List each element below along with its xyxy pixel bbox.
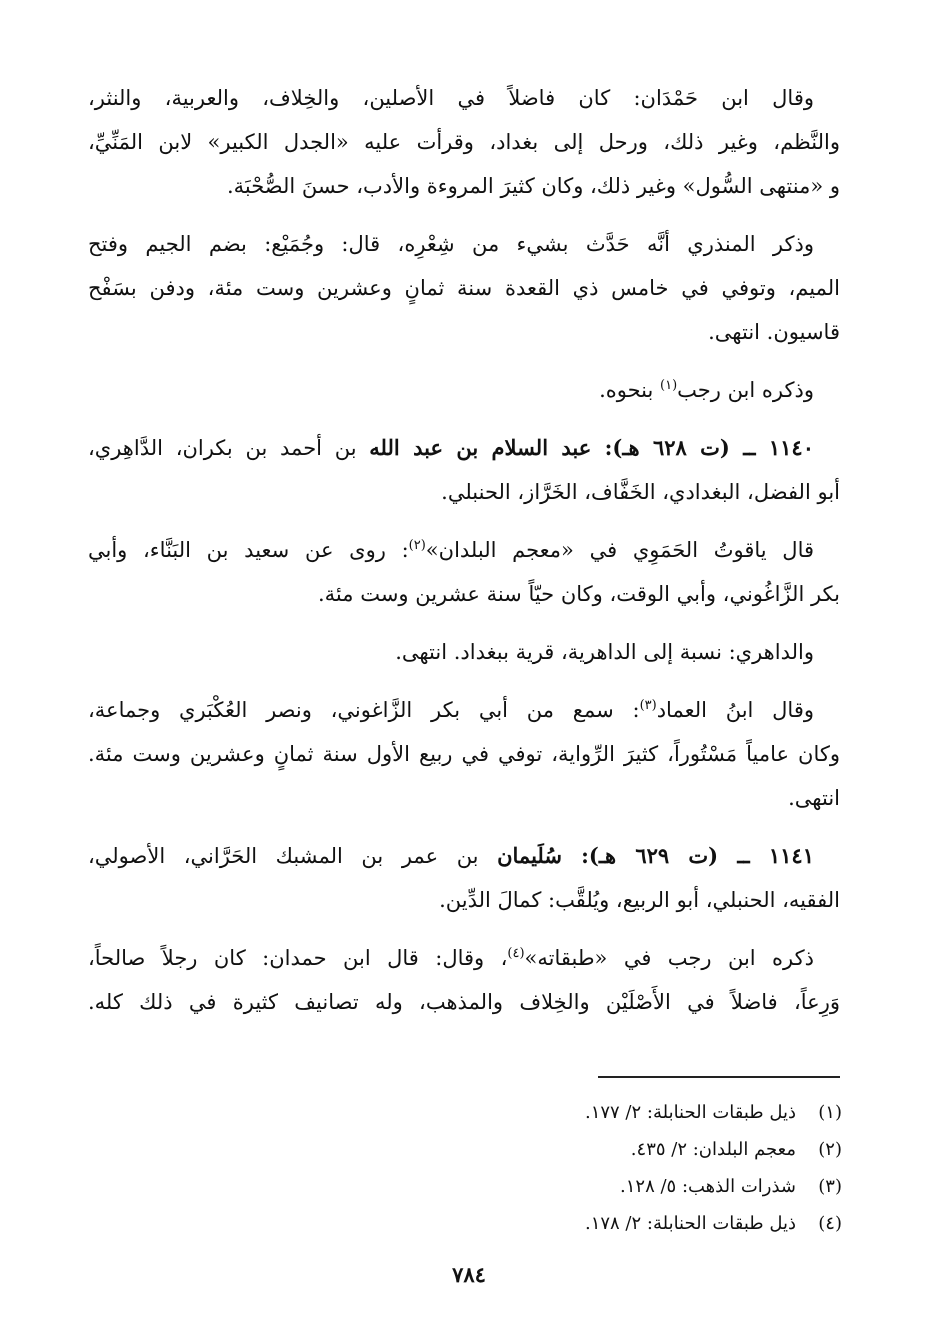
- text-line: الفقيه، الحنبلي، أبو الربيع، ويُلقَّب: كمالَ الدِّين.: [439, 888, 840, 912]
- text-line: والنَّظم، وغير ذلك، ورحل إلى بغداد، وقرأت عليه «الجدل الكبير» لابن المَنِّيِّ،: [88, 130, 840, 154]
- footnote-item: [442, 1168, 842, 1205]
- paragraph-mundhiri: [88, 222, 840, 354]
- footnote-item: [442, 1205, 842, 1242]
- footnote-ref: (٣): [639, 698, 657, 713]
- text-segment: بن عمر بن المشبك الحَرَّاني، الأصولي،: [88, 844, 498, 868]
- footnote-number: (٣): [818, 1176, 842, 1197]
- footnote-number: (١): [818, 1102, 842, 1123]
- text-line: وذكر المنذري أنَّه حَدَّث بشيء من شِعْرِه، قال: وجُمَيْع: بضم الجيم وفتح: [88, 232, 814, 256]
- text-segment: : روى عن سعيد بن البَنَّاء، وأبي: [88, 538, 409, 562]
- paragraph-dahiri: [88, 630, 840, 674]
- text-segment: بن أحمد بن بكران، الدَّاهِري،: [88, 436, 370, 460]
- entry-heading: ١١٤١ ــ (ت ٦٢٩ هـ): سُلَيمان: [497, 843, 814, 868]
- text-segment: ، وقال: قال ابن حمدان: كان رجلاً صالحاً،: [88, 946, 508, 970]
- paragraph-yaqut: [88, 528, 840, 616]
- text-line: [88, 936, 814, 980]
- footnote-number: (٤): [818, 1213, 842, 1234]
- text-line: انتهى.: [788, 786, 840, 810]
- text-segment: قال ياقوتُ الحَمَوِي في «معجم البلدان»: [425, 538, 815, 562]
- entry-heading: ١١٤٠ ــ (ت ٦٢٨ هـ): عبد السلام بن عبد الله: [369, 435, 814, 460]
- text-line: [88, 528, 814, 572]
- footnote-ref: (٤): [507, 946, 525, 961]
- text-line: والداهري: نسبة إلى الداهرية، قرية ببغداد. انتهى.: [395, 640, 814, 664]
- text-line: [88, 368, 814, 412]
- text-line: و «منتهى السُّول» وغير ذلك، وكان كثيرَ المروءة والأدب، حسنَ الصُّحْبَة.: [226, 174, 840, 198]
- paragraph-ibn-al-imad: [88, 688, 840, 820]
- text-line: وكان عامياً مَسْتُوراً، كثيرَ الرِّواية، توفي في ربيع الأول سنة ثمانٍ وعشرين وست مئة.: [88, 742, 840, 766]
- main-text: [88, 76, 840, 1038]
- footnote-text: شذرات الذهب: ٥/ ١٢٨.: [620, 1176, 796, 1197]
- page-number: ٧٨٤: [452, 1262, 486, 1287]
- text-segment: وقال ابنُ العماد: [656, 698, 815, 722]
- paragraph-ibn-hamdan: [88, 76, 840, 208]
- text-line: قاسيون. انتهى.: [708, 320, 840, 344]
- text-line: الميم، وتوفي في خامس ذي القعدة سنة ثمانٍ وعشرين وست مئة، ودفن بسَفْح: [88, 276, 840, 300]
- text-line: بكر الزَّاغُوني، وأبي الوقت، وكان حيّاً سنة عشرين وست مئة.: [318, 582, 840, 606]
- entry-1140: [88, 426, 840, 514]
- text-segment: بنحوه.: [599, 378, 661, 402]
- footnote-ref: (١): [660, 378, 678, 393]
- footnote-item: [442, 1131, 842, 1168]
- text-segment: : سمع من أبي بكر الزَّاغوني، ونصر العُكْبَري وجماعة،: [88, 698, 640, 722]
- text-line: [88, 426, 814, 470]
- text-line: أبو الفضل، البغدادي، الخَفَّاف، الخَرَّاز، الحنبلي.: [441, 480, 840, 504]
- footnote-item: [442, 1094, 842, 1131]
- text-line: وقال ابن حَمْدَان: كان فاضلاً في الأصلين، والخِلاف، والعربية، والنثر،: [88, 86, 814, 110]
- paragraph-ibn-rajab: [88, 368, 840, 412]
- footnote-text: معجم البلدان: ٢/ ٤٣٥.: [630, 1139, 796, 1160]
- text-line: [88, 688, 814, 732]
- footnote-divider: [598, 1076, 840, 1078]
- footnote-text: ذيل طبقات الحنابلة: ٢/ ١٧٨.: [584, 1213, 796, 1234]
- entry-1141: [88, 834, 840, 922]
- text-line: وَرِعاً، فاضلاً في الأَصْلَيْن والخِلاف والمذهب، وله تصانيف كثيرة في ذلك كله.: [88, 990, 840, 1014]
- text-segment: وذكره ابن رجب: [677, 378, 814, 402]
- footnotes: [442, 1094, 842, 1242]
- text-line: [88, 834, 814, 878]
- text-segment: ذكره ابن رجب في «طبقاته»: [524, 946, 814, 970]
- footnote-ref: (٢): [408, 538, 426, 553]
- paragraph-ibn-rajab-tabaqat: [88, 936, 840, 1024]
- footnote-number: (٢): [818, 1139, 842, 1160]
- footnote-text: ذيل طبقات الحنابلة: ٢/ ١٧٧.: [584, 1102, 796, 1123]
